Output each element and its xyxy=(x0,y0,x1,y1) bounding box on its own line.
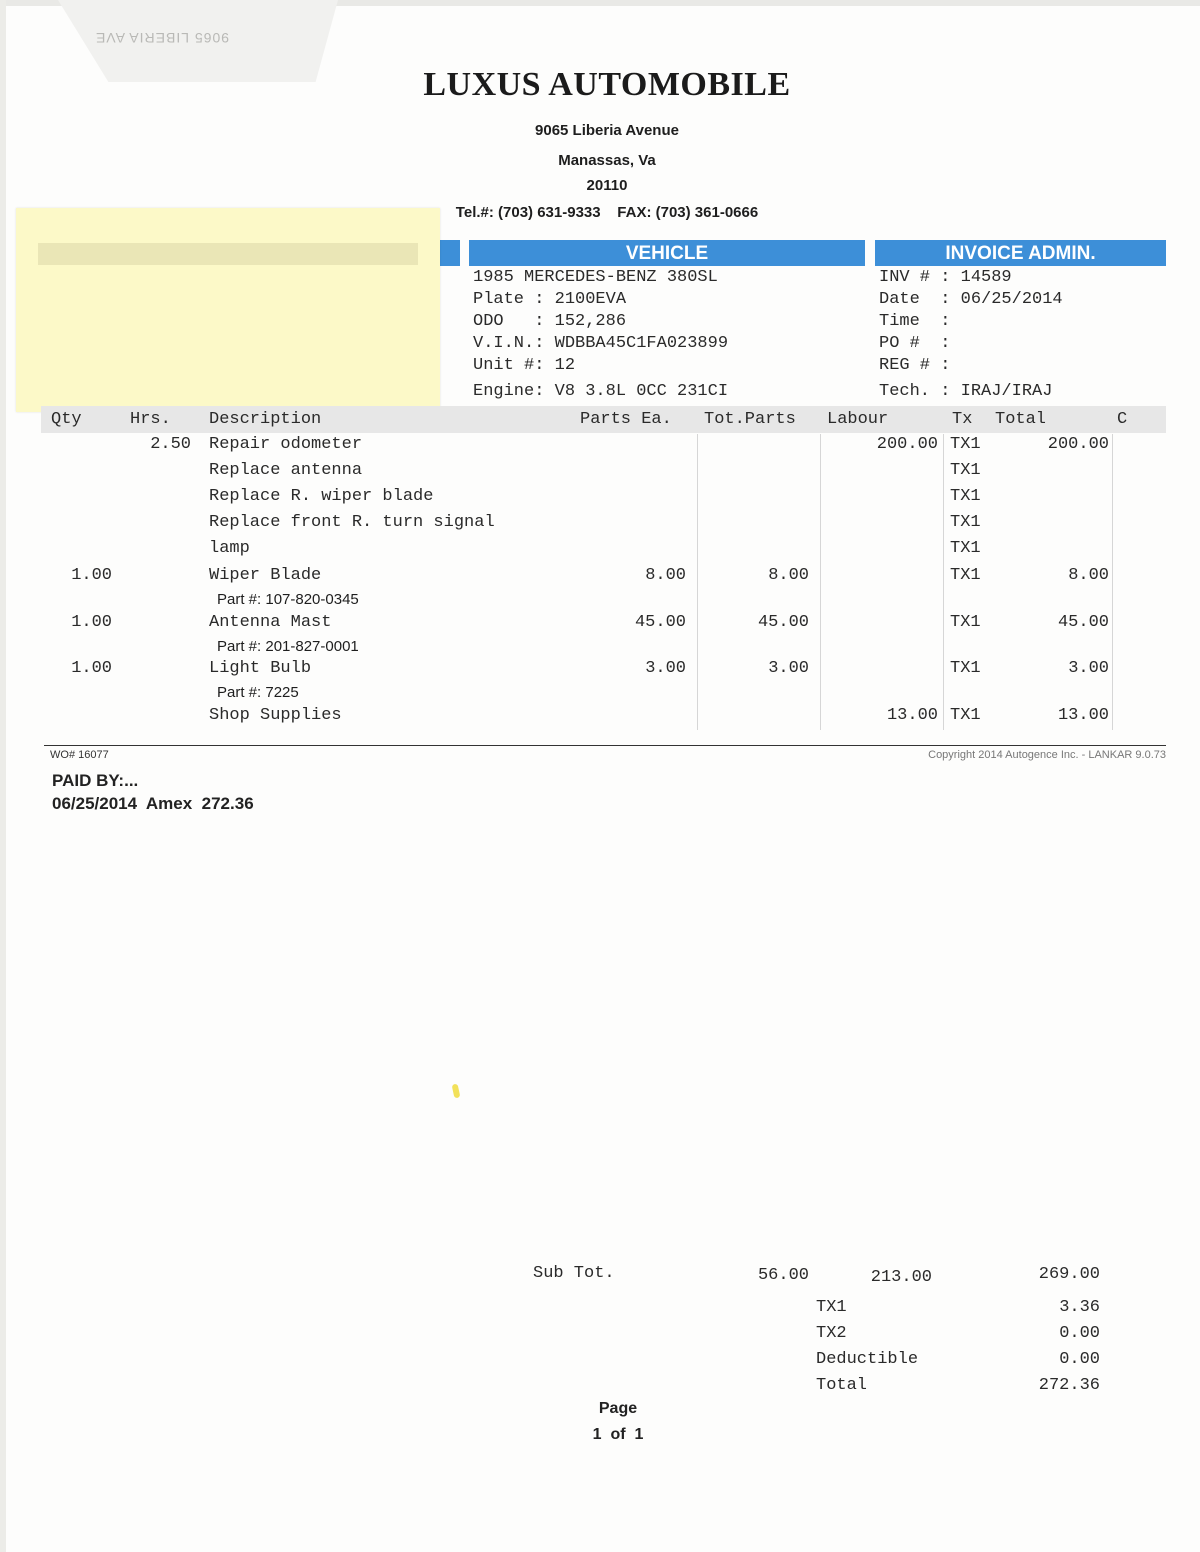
subtotal-total: 269.00 xyxy=(1038,1265,1100,1284)
work-order-number: WO# 16077 xyxy=(50,749,109,761)
vehicle-header: VEHICLE xyxy=(469,240,865,266)
invoice-number: INV # : 14589 xyxy=(879,268,1012,287)
line-qty: 1.00 xyxy=(71,659,112,678)
business-street: 9065 Liberia Avenue xyxy=(535,122,679,139)
copyright-text: Copyright 2014 Autogence Inc. - LANKAR 9.0.73 xyxy=(928,749,1166,761)
line-parts-ea: 45.00 xyxy=(634,613,686,632)
vehicle-engine: Engine: V8 3.8L 0CC 231CI xyxy=(473,382,729,401)
line-total: 8.00 xyxy=(1068,566,1109,585)
tx2-label: TX2 xyxy=(816,1324,847,1343)
line-labour: 200.00 xyxy=(876,435,938,454)
col-parts-ea: Parts Ea. xyxy=(580,410,672,429)
invoice-tech: Tech. : IRAJ/IRAJ xyxy=(879,382,1053,401)
column-divider xyxy=(820,434,821,730)
business-zip: 20110 xyxy=(586,177,628,194)
col-tx: Tx xyxy=(952,410,973,429)
line-tx: TX1 xyxy=(950,487,981,506)
line-qty: 1.00 xyxy=(71,566,112,585)
invoice-admin-header: INVOICE ADMIN. xyxy=(875,240,1166,266)
col-description: Description xyxy=(209,410,322,429)
paid-by-label: PAID BY:... xyxy=(52,771,139,790)
vehicle-model: 1985 MERCEDES-BENZ 380SL xyxy=(473,268,718,287)
invoice-date: Date : 06/25/2014 xyxy=(879,290,1063,309)
vehicle-odo: ODO : 152,286 xyxy=(473,312,627,331)
line-description: Antenna Mast xyxy=(209,613,332,632)
col-hrs: Hrs. xyxy=(130,410,171,429)
column-divider xyxy=(1112,434,1113,730)
sticky-note-shadow xyxy=(38,243,418,265)
invoice-time: Time : xyxy=(879,312,951,331)
col-tot-parts: Tot.Parts xyxy=(704,410,796,429)
line-labour: 13.00 xyxy=(886,706,938,725)
subtotal-label: Sub Tot. xyxy=(533,1264,615,1283)
line-total: 45.00 xyxy=(1057,613,1109,632)
tx2-amount: 0.00 xyxy=(1059,1324,1100,1343)
col-total: Total xyxy=(995,410,1047,429)
line-total: 3.00 xyxy=(1068,659,1109,678)
business-city: Manassas, Va xyxy=(558,152,656,169)
page-label: Page xyxy=(598,1400,638,1417)
col-c: C xyxy=(1117,410,1128,429)
line-description: Light Bulb xyxy=(209,659,312,678)
customer-header-bar xyxy=(440,240,460,266)
column-divider xyxy=(943,434,944,730)
line-qty: 1.00 xyxy=(71,613,112,632)
line-tot-parts: 45.00 xyxy=(757,613,809,632)
line-tx: TX1 xyxy=(950,513,981,532)
deductible-label: Deductible xyxy=(816,1350,919,1369)
page-count: 1 of 1 xyxy=(592,1426,644,1443)
tx1-label: TX1 xyxy=(816,1298,847,1317)
tx1-amount: 3.36 xyxy=(1059,1298,1100,1317)
grand-total-amount: 272.36 xyxy=(1038,1376,1100,1395)
line-description: Replace antenna xyxy=(209,461,363,480)
line-description: lamp xyxy=(209,539,250,558)
highlighter-mark xyxy=(452,1084,461,1099)
line-parts-ea: 8.00 xyxy=(645,566,686,585)
scan-edge-left xyxy=(0,0,6,1552)
deductible-amount: 0.00 xyxy=(1059,1350,1100,1369)
col-qty: Qty xyxy=(51,410,82,429)
line-tx: TX1 xyxy=(950,659,981,678)
line-part-number: Part #: 7225 xyxy=(217,684,299,701)
col-labour: Labour xyxy=(827,410,889,429)
subtotal-labour: 213.00 xyxy=(870,1268,932,1287)
line-hrs: 2.50 xyxy=(150,435,191,454)
line-tx: TX1 xyxy=(950,461,981,480)
line-tx: TX1 xyxy=(950,539,981,558)
line-description: Shop Supplies xyxy=(209,706,342,725)
line-description: Wiper Blade xyxy=(209,566,322,585)
line-tot-parts: 8.00 xyxy=(768,566,809,585)
business-name: LUXUS AUTOMOBILE xyxy=(423,66,791,103)
line-description: Replace R. wiper blade xyxy=(209,487,434,506)
vehicle-unit: Unit #: 12 xyxy=(473,356,576,375)
torn-corner-text: 9065 LIBERIA AVE xyxy=(95,30,230,46)
line-tx: TX1 xyxy=(950,435,981,454)
line-tx: TX1 xyxy=(950,613,981,632)
line-parts-ea: 3.00 xyxy=(645,659,686,678)
line-total: 200.00 xyxy=(1047,435,1109,454)
line-tx: TX1 xyxy=(950,706,981,725)
business-contact: Tel.#: (703) 631-9333 FAX: (703) 361-0666 xyxy=(455,204,759,221)
grand-total-label: Total xyxy=(816,1376,868,1395)
line-description: Replace front R. turn signal xyxy=(209,513,495,532)
vehicle-vin: V.I.N.: WDBBA45C1FA023899 xyxy=(473,334,729,353)
invoice-po: PO # : xyxy=(879,334,951,353)
table-bottom-rule xyxy=(44,745,1166,746)
line-description: Repair odometer xyxy=(209,435,363,454)
payment-line: 06/25/2014 Amex 272.36 xyxy=(52,794,254,813)
line-part-number: Part #: 201-827-0001 xyxy=(217,638,359,655)
sticky-note xyxy=(16,208,440,412)
line-tx: TX1 xyxy=(950,566,981,585)
invoice-reg: REG # : xyxy=(879,356,951,375)
subtotal-parts: 56.00 xyxy=(757,1266,809,1285)
column-divider xyxy=(697,434,698,730)
line-part-number: Part #: 107-820-0345 xyxy=(217,591,359,608)
line-total: 13.00 xyxy=(1057,706,1109,725)
line-tot-parts: 3.00 xyxy=(768,659,809,678)
vehicle-plate: Plate : 2100EVA xyxy=(473,290,627,309)
